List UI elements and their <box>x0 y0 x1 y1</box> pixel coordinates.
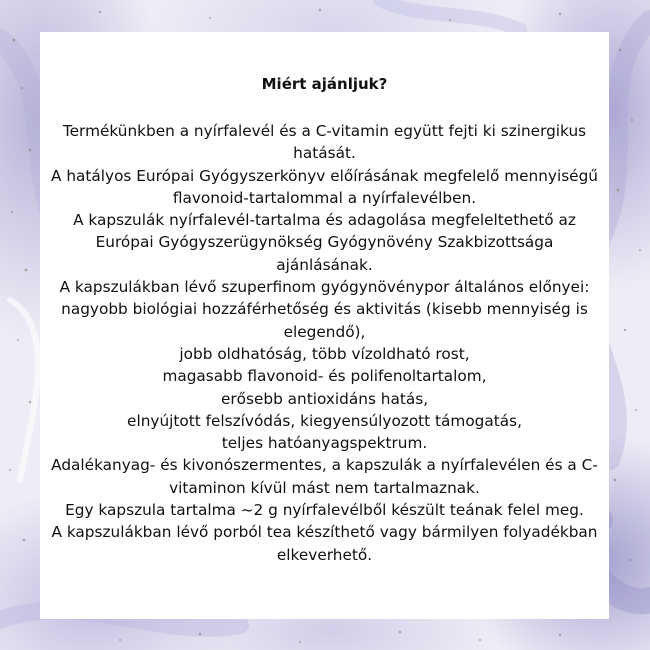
card-body <box>46 120 603 566</box>
card-title: Miért ajánljuk? <box>261 75 388 93</box>
body-line: flavonoid-tartalommal a nyírfalevélben. <box>172 188 477 207</box>
body-line: elnyújtott felszívódás, kiegyensúlyozott támogatás, <box>127 411 522 430</box>
body-line: elkeverhető. <box>276 545 373 564</box>
body-line: jobb oldhatóság, több vízoldható rost, <box>179 344 470 363</box>
body-line: teljes hatóanyagspektrum. <box>221 434 428 453</box>
body-line: Adalékanyag- és kivonószermentes, a kapszulák a nyírfalevélen és a C- <box>51 456 598 475</box>
body-line: Termékünkben a nyírfalevél és a C-vitamin együtt fejti ki szinergikus <box>62 122 587 140</box>
body-line: elegendő), <box>283 322 366 341</box>
body-line: A hatályos Európai Gyógyszerkönyv előírásának megfelelő mennyiségű <box>51 166 598 185</box>
body-line: A kapszulák nyírfalevél-tartalma és adagolása megfeleltethető az <box>73 211 576 230</box>
body-line: A kapszulákban lévő szuperfinom gyógynövénypor általános előnyei: <box>59 278 590 297</box>
body-line: hatását. <box>293 144 356 163</box>
body-line: Egy kapszula tartalma ~2 g nyírfalevélből készült teának felel meg. <box>65 501 584 520</box>
body-line: Európai Gyógyszerügynökség Gyógynövény Szakbizottsága <box>95 233 554 252</box>
body-line: nagyobb biológiai hozzáférhetőség és aktivitás (kisebb mennyiség is <box>61 300 588 319</box>
body-line: A kapszulákban lévő porból tea készíthető vagy bármilyen folyadékban <box>51 523 598 542</box>
body-line: erősebb antioxidáns hatás, <box>220 389 429 408</box>
body-line: ajánlásának. <box>276 255 373 274</box>
body-line: vitaminon kívül mást nem tartalmaznak. <box>169 478 480 497</box>
body-line: magasabb flavonoid- és polifenoltartalom, <box>162 367 487 386</box>
content-card <box>40 32 609 619</box>
